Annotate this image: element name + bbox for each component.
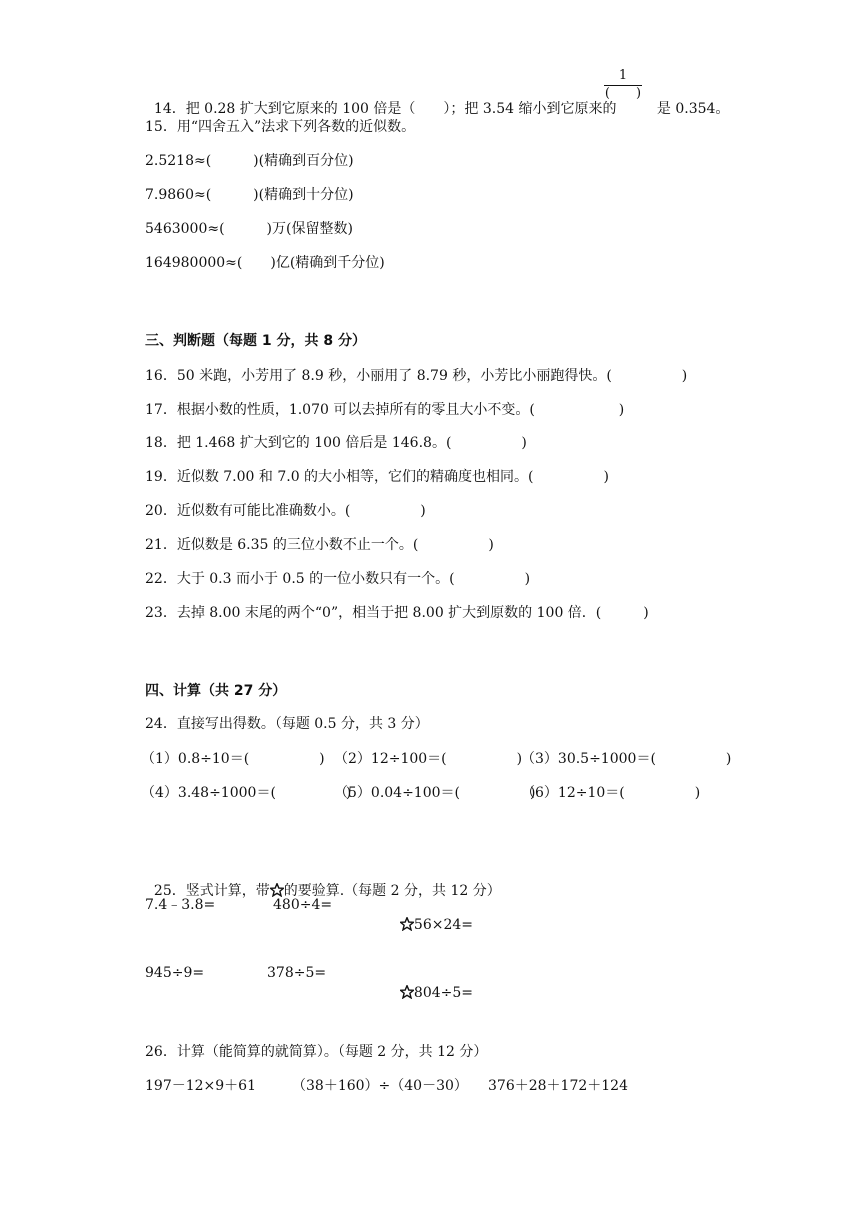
q14-fraction — [604, 68, 642, 101]
q23: 23．去掉 8.00 末尾的两个“0”，相当于把 8.00 扩大到原数的 100 倍．( ) — [145, 605, 649, 621]
section-4-heading: 四、计算（共 27 分） — [145, 683, 287, 699]
q14-fraction-denominator: ( ) — [604, 86, 642, 101]
q24-item-5: （5）0.04÷100＝( ) — [334, 785, 536, 801]
q15-title: 15．用“四舍五入”法求下列各数的近似数。 — [145, 119, 416, 135]
q14-fraction-numerator: 1 — [618, 68, 628, 83]
q25-title-a: 25．竖式计算，带 — [153, 883, 270, 899]
q14-text-end — [648, 79, 729, 119]
q15-item-3: 5463000≈( )万(保留整数) — [145, 221, 353, 237]
q21: 21．近似数是 6.35 的三位小数不止一个。( ) — [145, 537, 494, 553]
q15-item-4: 164980000≈( )亿(精确到千分位) — [145, 255, 385, 271]
q19: 19．近似数 7.00 和 7.0 的大小相等，它们的精确度也相同。( ) — [145, 469, 609, 485]
q24-item-1: （1）0.8÷10＝( ) — [141, 751, 325, 767]
q24-title: 24．直接写出得数。（每题 0.5 分，共 3 分） — [145, 716, 429, 732]
q16: 16．50 米跑，小芳用了 8.9 秒，小丽用了 8.79 秒，小芳比小丽跑得快。( ) — [145, 368, 688, 384]
q14-text — [145, 79, 617, 119]
q24-item-4: （4）3.48÷1000＝( ) — [141, 785, 352, 801]
q24-item-3: （3）30.5÷1000＝( ) — [521, 751, 732, 767]
q26-title: 26．计算（能简算的就简算）。（每题 2 分，共 12 分） — [145, 1044, 488, 1060]
q25-item-6-text: 804÷5= — [413, 985, 473, 1001]
star-icon — [400, 917, 414, 931]
star-icon — [400, 985, 414, 999]
q22: 22．大于 0.3 而小于 0.5 的一位小数只有一个。( ) — [145, 571, 531, 587]
q26-item-3: 376＋28＋172＋124 — [488, 1078, 628, 1094]
q26-item-2: （38＋160）÷（40－30） — [292, 1078, 468, 1094]
q14-part1: 14．把 0.28 扩大到它原来的 100 倍是（ ）；把 3.54 缩小到它原来的 — [153, 101, 617, 117]
q20: 20．近似数有可能比准确数小。( ) — [145, 503, 426, 519]
q14-part2: 是 0.354。 — [656, 101, 730, 117]
q25-item-1: 7.4﹣3.8= — [145, 897, 216, 913]
q24-item-2: （2）12÷100＝( ) — [334, 751, 523, 767]
q25-item-6 — [391, 963, 473, 1003]
q25-item-2: 480÷4= — [273, 897, 333, 913]
q15-item-1: 2.5218≈( )(精确到百分位) — [145, 153, 354, 169]
q17: 17．根据小数的性质，1.070 可以去掉所有的零且大小不变。( ) — [145, 402, 625, 418]
q18: 18．把 1.468 扩大到它的 100 倍后是 146.8。( ) — [145, 435, 527, 451]
q25-item-3-text: 56×24= — [413, 917, 473, 933]
q25-title-b: 的要验算.（每题 2 分，共 12 分） — [283, 883, 501, 899]
q24-item-6: （6）12÷10＝( ) — [521, 785, 701, 801]
q25-item-4: 945÷9= — [145, 965, 205, 981]
q25-item-3 — [391, 895, 473, 935]
q15-item-2: 7.9860≈( )(精确到十分位) — [145, 187, 354, 203]
section-3-heading: 三、判断题（每题 1 分，共 8 分） — [145, 333, 366, 349]
q25-item-5: 378÷5= — [267, 965, 327, 981]
q26-item-1: 197－12×9＋61 — [145, 1078, 256, 1094]
